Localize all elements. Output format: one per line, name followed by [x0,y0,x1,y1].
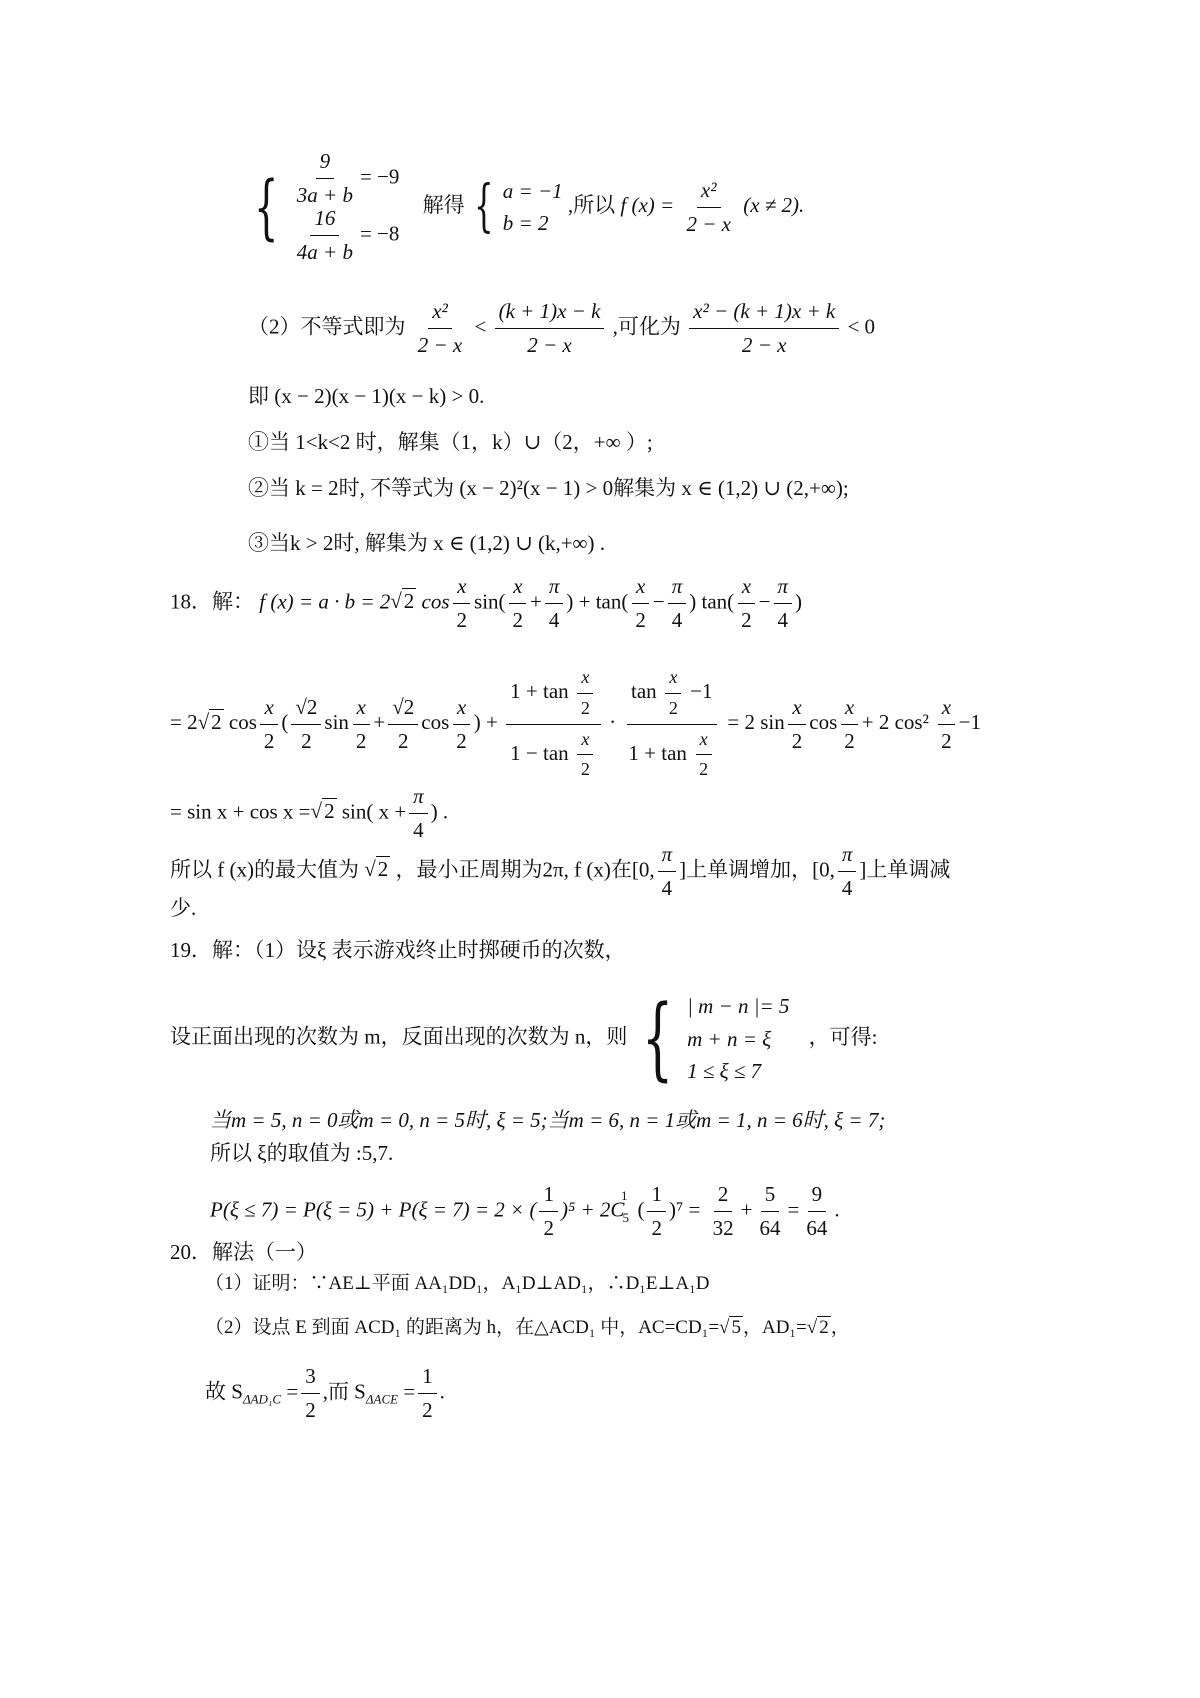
q19-probability: P(ξ ≤ 7) = P(ξ = 5) + P(ξ = 7) = 2 × ( $\frac{1}{2}$ )$^5 + 2C_5^1$( $\frac{1}{2}$ )⁷ = $\frac{2}{32}$ + $\frac{5}{64}$ = $\frac{9}{64}$ . [210,1182,840,1241]
eq1-den: 3a + b [296,183,353,208]
q20-p3: 故 $S_{\Delta AD_1C}$ = $\frac{3}{2}$ ,而 $S_{\Delta ACE}$ = $\frac{1}{2}$ . [205,1364,445,1423]
q18-conc-c: ]上单调增加，[0, [679,857,835,882]
case1-line: ①当 1<k<2 时，解集（1，k）∪（2，+∞ ）; [248,430,653,454]
q20-p2: （2）设点 E 到面 ACD₁ 的距离为 h，在△ACD₁ 中，AC=CD₁=√ 5 ，AD₁=√ 2 ， [205,1317,850,1338]
q18-conc-line2: 少. [170,896,197,920]
eq1-rhs: = −9 [359,164,400,189]
q19-values: 所以 ξ的取值为 :5,7. [210,1141,394,1165]
rhs-num: (k + 1)x − k [495,300,605,329]
q19-cases: 当m = 5, n = 0或m = 0, n = 5时, ξ = 5;当m = 6, n = 1或m = 1, n = 6时, ξ = 7; [210,1108,886,1132]
eq2-rhs: = −8 [359,221,400,246]
equiv-line: 即 (x − 2)(x − 1)(x − k) > 0. [248,384,485,408]
lt-sign: < [474,314,487,339]
left-brace: { [254,166,279,249]
q20-p2-b: ，AD₁= [742,1317,807,1338]
q19-setup [170,985,878,1091]
q18-line2: = 2√2 cos $\frac{x}{2}$ ( $\frac{√2}{2}$ sin $\frac{x}{2}$ + $\frac{√2}{2}$ cos $\frac{x}{2}$ ) + 1 + tan $\frac{x}{2}$ 1 − tan $\frac{x}{2}$ · tan $\frac{x}{2}$ −1 1 + tan $\frac{x}{2}$ = 2 sin $\frac{x}{2}$ cos $\frac{x}{2}$ + 2 cos² $\frac{x}{2}$ −1 [170,667,981,780]
q20-p3-b: = [286,1379,299,1404]
q18-line3-text: = sin x + cos x = [170,799,311,824]
q19-sys2: m + n = ξ [687,1026,772,1051]
lhs-num: x² [428,300,452,329]
sol-b: b = 2 [502,211,549,236]
q18-conc-b: ，最小正周期为2π, f (x)在[0, [395,857,655,882]
q20-p3-a: 故 S [205,1379,243,1404]
fx-cond: (x ≠ 2). [743,193,805,217]
fx-label: f (x) = [620,193,675,217]
q18-line1-a: f (x) = a · b = 2 [259,589,391,614]
q18-label: 18．解： [170,589,254,614]
q18-line1: 18．解： f (x) = a · b = 2√2 cos $\frac{x}{2}$ sin( $\frac{x}{2}$ + $\frac{\pi}{4}$ ) + tan( $\frac{x}{2}$ − $\frac{\pi}{4}$ ) tan( $\frac{x}{2}$ − $\frac{\pi}{4}$ ) [170,574,803,633]
lhs-den: 2 − x [417,333,463,358]
q18-conclusion: 所以 f (x)的最大值为 √2 ，最小正周期为2π, f (x)在[0, $\frac{\pi}{4}$ ]上单调增加，[0, $\frac{\pi}{4}$ ]上单调减 [170,842,951,901]
system1-line [248,150,804,264]
q20-p2-c: ， [830,1317,850,1338]
sol-a: a = −1 [502,178,563,203]
r-tail: < 0 [847,314,876,339]
eq2-den: 4a + b [296,240,353,265]
conclusion-prefix: ,所以 [567,193,616,217]
case3-line: ③当k > 2时, 解集为 x ∈ (1,2) ∪ (k,+∞) . [248,531,606,555]
q19-sys3: 1 ≤ ξ ≤ 7 [687,1059,762,1084]
solution-stack [503,175,563,240]
q19-setup-tail: ，可得: [808,1024,878,1049]
q18-line2-prefix: = 2 [170,709,198,734]
prob-a: P(ξ ≤ 7) = P(ξ = 5) + P(ξ = 7) = 2 × ( [210,1197,537,1222]
solution-brace: { [473,174,494,240]
q20-p3-sub2: ΔACE [365,1391,399,1407]
r-num: x² − (k + 1)x + k [689,300,839,329]
fx-den: 2 − x [686,211,731,236]
q19-brace: { [641,985,673,1091]
q18-line3: = sin x + cos x =√2 sin( x + $\frac{\pi}{4}$ ) . [170,784,449,843]
sqrt-2: √2 [390,589,415,614]
q19-setup-text: 设正面出现的次数为 m，反面出现的次数为 n，则 [170,1024,628,1049]
q20-label: 20．解法（一） [170,1240,317,1264]
prob-b: )⁵ + 2C [560,1197,625,1222]
q20-p2-a: （2）设点 E 到面 ACD₁ 的距离为 h，在△ACD₁ 中，AC=CD₁= [205,1317,720,1338]
q18-line3-end: ) . [430,799,449,824]
q18-conc-d: ]上单调减 [859,857,951,882]
q19-label: 19．解：（1）设ξ 表示游戏终止时掷硬币的次数， [170,938,626,962]
r-den: 2 − x [741,333,787,358]
q18-conc-a: 所以 f (x)的最大值为 [170,857,359,882]
q19-sys1: | m − n |= 5 [687,994,790,1018]
part2-inequality [248,300,875,357]
rhs-den: 2 − x [527,333,572,358]
fx-num: x² [697,179,721,208]
solve-text: 解得 [422,193,465,217]
q20-p3-c: ,而 S [322,1379,366,1404]
system1-equations [290,150,400,264]
case2-line: ②当 k = 2时, 不等式为 (x − 2)²(x − 1) > 0解集为 x ∈ (1,2) ∪ (2,+∞); [248,476,849,500]
part2-intro: （2）不等式即为 [248,314,406,339]
prob-c: ( [637,1197,645,1222]
eq1-num: 9 [316,150,335,179]
q19-system [687,990,789,1088]
q20-p3-sub1: ΔAD₁C [242,1391,282,1407]
prob-d: )⁷ = [668,1197,701,1222]
q18-line3-tail: sin( x + [341,799,407,824]
eq2-num: 16 [310,207,339,236]
q20-p3-d: = [403,1379,416,1404]
rewrite-text: ,可化为 [612,314,681,339]
q20-p1: （1）证明：∵AE⊥平面 AA₁DD₁，A₁D⊥AD₁，∴D₁E⊥A₁D [205,1273,710,1294]
